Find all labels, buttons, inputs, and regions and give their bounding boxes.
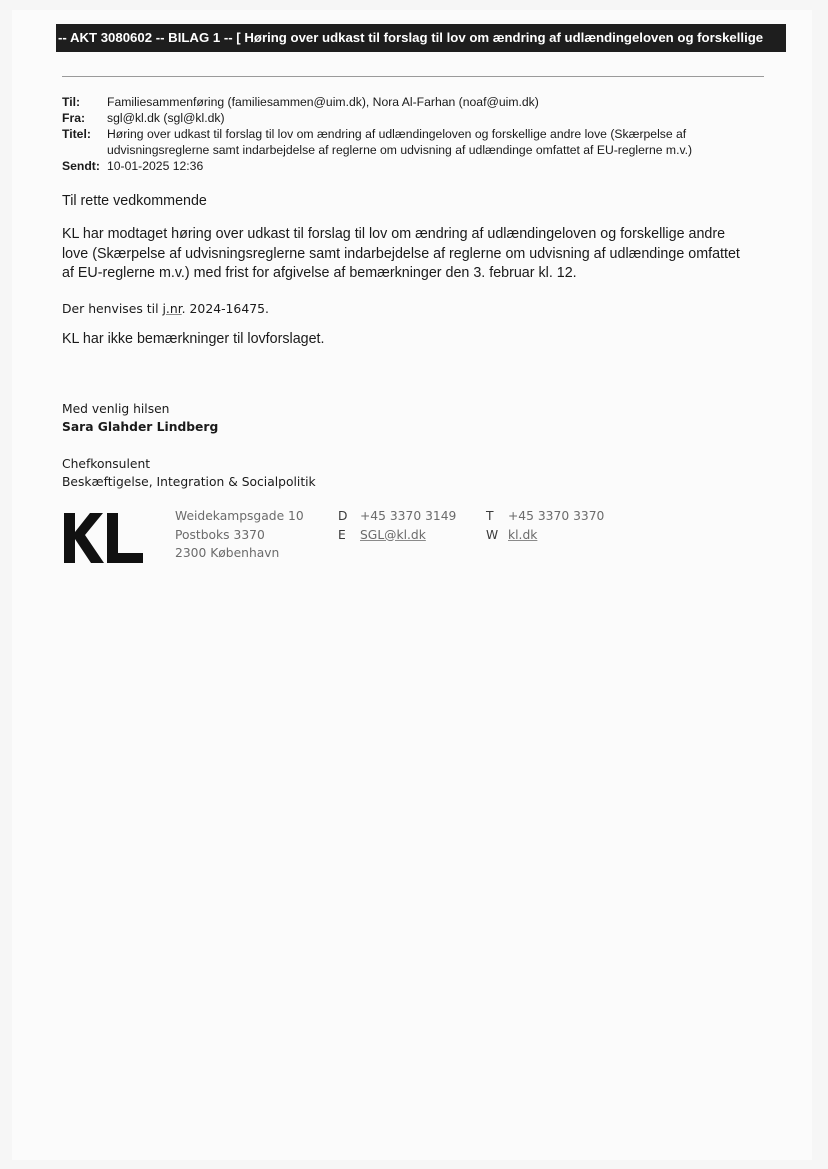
address-line2: Postboks 3370 bbox=[175, 527, 265, 542]
direct-phone-label: D bbox=[338, 509, 348, 523]
to-value: Familiesammenføring (familiesammen@uim.dk), Nora Al-Farhan (noaf@uim.dk) bbox=[107, 95, 539, 109]
from-label: Fra: bbox=[62, 111, 86, 125]
address-line3: 2300 København bbox=[175, 546, 280, 560]
signer-department: Beskæftigelse, Integration & Socialpolitik bbox=[62, 475, 316, 489]
address-block bbox=[175, 507, 304, 563]
signature-block bbox=[62, 400, 218, 436]
reference-jnr: j.nr bbox=[162, 301, 182, 316]
website-label: W bbox=[486, 527, 499, 542]
to-label: Til: bbox=[62, 95, 81, 109]
title-value-line2: udvisningsreglerne samt indarbejdelse af reglerne om udvisning af udlændinge omfattet af EU-reglerne m.v.) bbox=[107, 143, 693, 157]
title-value-line1: Høring over udkast til forslag til lov om ændring af udlændingeloven og forskellige andre love (Skærpelse af bbox=[107, 127, 687, 141]
email-link[interactable]: SGL@kl.dk bbox=[360, 527, 426, 542]
signer-name: Sara Glahder Lindberg bbox=[62, 420, 219, 434]
general-contact-block bbox=[486, 507, 604, 544]
header-divider bbox=[62, 76, 764, 77]
title-label: Titel: bbox=[62, 127, 91, 141]
website-row bbox=[486, 526, 604, 545]
closing: Med venlig hilsen bbox=[62, 402, 170, 416]
email-row bbox=[338, 526, 456, 545]
from-value: sgl@kl.dk (sgl@kl.dk) bbox=[107, 111, 225, 125]
main-phone-label: T bbox=[486, 509, 494, 523]
reference-prefix: Der henvises til bbox=[62, 301, 163, 316]
website-link[interactable]: kl.dk bbox=[508, 527, 538, 542]
email-label: E bbox=[338, 527, 346, 542]
akt-banner: -- AKT 3080602 -- BILAG 1 -- [ Høring over udkast til forslag til lov om ændring af udlændingeloven og forskellige bbox=[56, 24, 786, 52]
body-paragraph-line3: af EU-reglerne m.v.) med frist for afgivelse af bemærkninger den 3. februar kl. 12. bbox=[62, 265, 577, 281]
reference-line bbox=[62, 299, 778, 319]
body-paragraph-line1: KL har modtaget høring over udkast til forslag til lov om ændring af udlændingeloven og forskellige andre bbox=[62, 226, 726, 242]
signer-role-block bbox=[62, 455, 316, 491]
reference-suffix: . 2024-16475. bbox=[181, 301, 269, 316]
address-line1: Weidekampsgade 10 bbox=[175, 509, 304, 523]
main-phone-value: +45 3370 3370 bbox=[508, 509, 605, 523]
main-phone-row bbox=[486, 507, 604, 526]
direct-contact-block bbox=[338, 507, 456, 544]
signer-title: Chefkonsulent bbox=[62, 457, 151, 471]
sent-label: Sendt: bbox=[62, 159, 100, 173]
direct-phone-row bbox=[338, 507, 456, 526]
body-paragraph bbox=[62, 225, 778, 284]
document-page bbox=[12, 10, 812, 1160]
kl-logo bbox=[64, 513, 144, 563]
statement: KL har ikke bemærkninger til lovforslaget. bbox=[62, 331, 325, 347]
direct-phone-value: +45 3370 3149 bbox=[360, 509, 457, 523]
body-paragraph-line2: love (Skærpelse af udvisningsreglerne samt indarbejdelse af reglerne om udvisning af udlændinge omfattet bbox=[62, 245, 740, 262]
sent-value: 10-01-2025 12:36 bbox=[107, 159, 204, 173]
greeting: Til rette vedkommende bbox=[62, 193, 207, 209]
